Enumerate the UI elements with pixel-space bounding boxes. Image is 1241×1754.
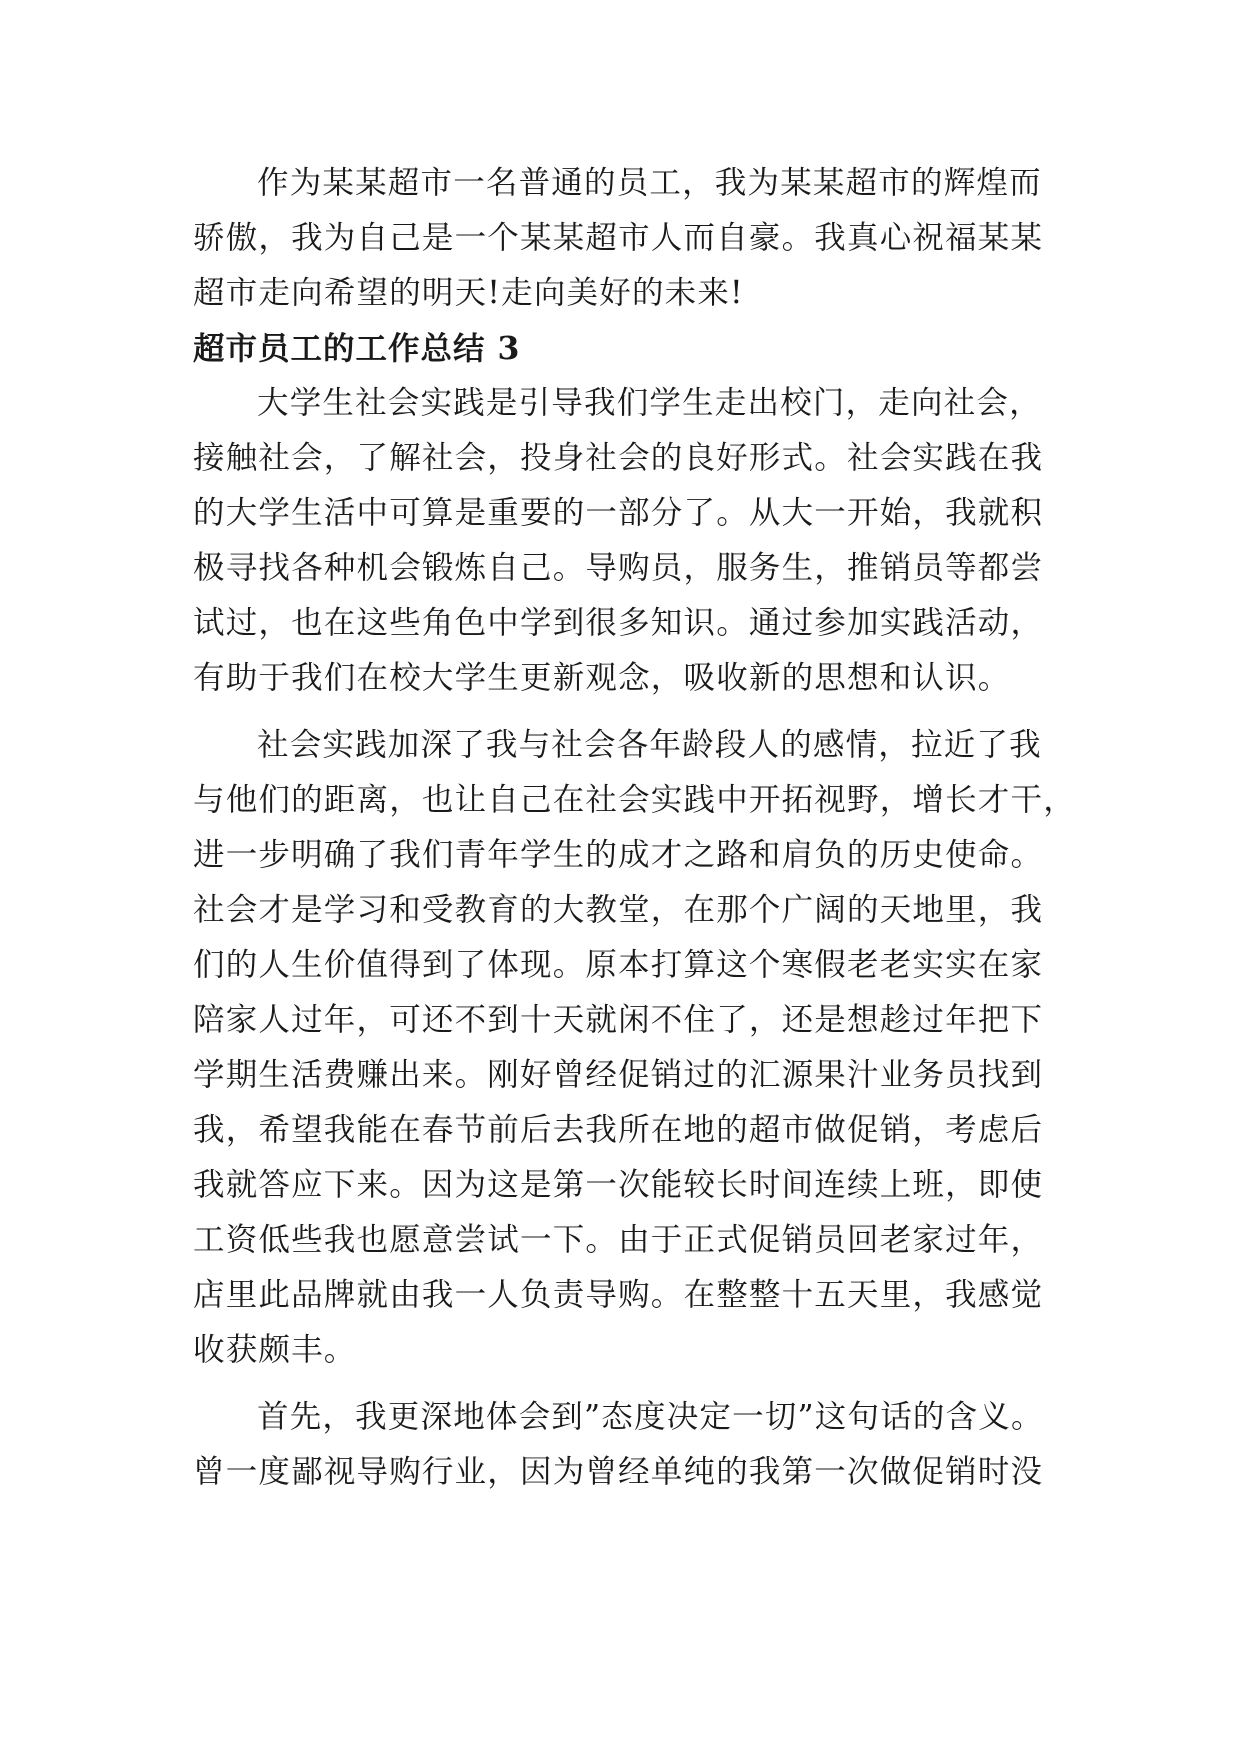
text-line: 们的人生价值得到了体现。原本打算这个寒假老老实实在家 xyxy=(193,947,1044,983)
text-line: 与他们的距离，也让自己在社会实践中开拓视野，增长才干， xyxy=(193,782,1076,818)
text-line: 有助于我们在校大学生更新观念，吸收新的思想和认识。 xyxy=(193,660,1011,696)
text-line: 接触社会，了解社会，投身社会的良好形式。社会实践在我 xyxy=(193,440,1044,476)
text-line: 陪家人过年，可还不到十天就闲不住了，还是想趁过年把下 xyxy=(193,1002,1044,1038)
text-line: 极寻找各种机会锻炼自己。导购员，服务生，推销员等都尝 xyxy=(193,550,1044,586)
document-page xyxy=(193,156,1076,1500)
text-line: 大学生社会实践是引导我们学生走出校门，走向社会， xyxy=(257,385,1042,421)
text-line: 店里此品牌就由我一人负责导购。在整整十五天里，我感觉 xyxy=(193,1277,1044,1313)
text-line: 作为某某超市一名普通的员工，我为某某超市的辉煌而 xyxy=(257,165,1042,201)
text-line: 社会才是学习和受教育的大教堂，在那个广阔的天地里，我 xyxy=(193,892,1044,928)
paragraph-attitude xyxy=(193,1390,1048,1500)
text-line: 收获颇丰。 xyxy=(193,1332,357,1368)
text-line: 进一步明确了我们青年学生的成才之路和肩负的历史使命。 xyxy=(193,837,1044,873)
text-line: 曾一度鄙视导购行业，因为曾经单纯的我第一次做促销时没 xyxy=(193,1454,1044,1490)
paragraph-intro xyxy=(193,376,1048,706)
paragraph-closing xyxy=(193,156,1048,321)
text-line: 骄傲，我为自己是一个某某超市人而自豪。我真心祝福某某 xyxy=(193,220,1044,256)
text-line: 工资低些我也愿意尝试一下。由于正式促销员回老家过年， xyxy=(193,1222,1044,1258)
text-line: 试过，也在这些角色中学到很多知识。通过参加实践活动， xyxy=(193,605,1044,641)
text-line: 我，希望我能在春节前后去我所在地的超市做促销，考虑后 xyxy=(193,1112,1044,1148)
text-line: 学期生活费赚出来。刚好曾经促销过的汇源果汁业务员找到 xyxy=(193,1057,1044,1093)
text-line: 的大学生活中可算是重要的一部分了。从大一开始，我就积 xyxy=(193,495,1044,531)
paragraph-experience xyxy=(193,718,1076,1378)
text-line: 我就答应下来。因为这是第一次能较长时间连续上班，即使 xyxy=(193,1167,1044,1203)
text-line: 社会实践加深了我与社会各年龄段人的感情，拉近了我 xyxy=(257,727,1042,763)
text-line: 首先，我更深地体会到”态度决定一切”这句话的含义。 xyxy=(257,1399,1044,1435)
section-heading: 超市员工的工作总结 3 xyxy=(193,330,521,367)
text-line: 超市走向希望的明天!走向美好的未来! xyxy=(193,275,744,311)
